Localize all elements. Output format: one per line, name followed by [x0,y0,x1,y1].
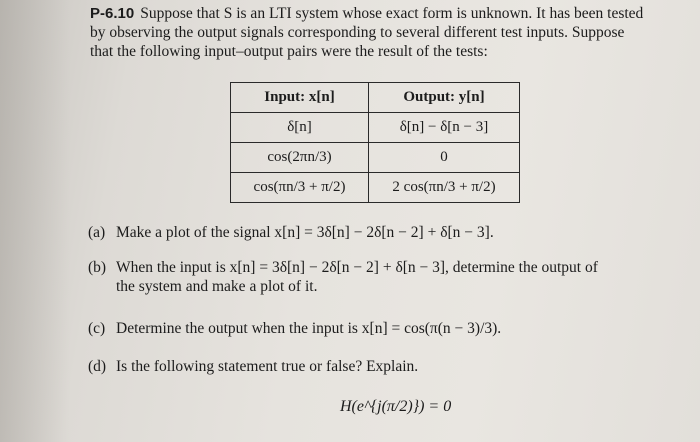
part-c-label: (c) [88,320,106,337]
output-cell: 0 [369,143,520,173]
input-output-table [230,82,520,203]
part-d [88,357,418,376]
part-b [88,258,598,296]
part-c-text: Determine the output when the input is x[n] = cos(π(n − 3)/3). [116,320,502,337]
intro-line-3: that the following input–output pairs were the result of the tests: [90,43,488,60]
part-b-label: (b) [88,259,107,276]
part-b-line-1 [88,258,598,277]
part-a-text: Make a plot of the signal x[n] = 3δ[n] − 2δ[n − 2] + δ[n − 3]. [116,224,494,241]
intro-text-1: Suppose that S is an LTI system whose exact form is unknown. It has been tested [140,5,644,22]
table-row [231,113,520,143]
problem-number: P-6.10 [90,5,135,22]
part-a-label: (a) [88,224,106,241]
input-cell: δ[n] [231,113,369,143]
input-cell: cos(2πn/3) [231,143,369,173]
output-cell: δ[n] − δ[n − 3] [369,113,520,143]
part-b-text-1: When the input is x[n] = 3δ[n] − 2δ[n − 2] + δ[n − 3], determine the output of [116,259,598,276]
page-shadow [0,0,70,442]
problem-intro [90,4,690,61]
output-cell: 2 cos(πn/3 + π/2) [369,173,520,203]
part-d-text: Is the following statement true or false? Explain. [116,358,419,375]
statement-equation: H(e^{j(π/2)}) = 0 [340,398,452,415]
input-cell: cos(πn/3 + π/2) [231,173,369,203]
part-d-label: (d) [88,358,107,375]
part-c [88,319,501,338]
intro-line-2: by observing the output signals corresponding to several different test inputs. Suppose [90,24,625,41]
intro-line-1 [90,4,690,23]
header-output: Output: y[n] [369,83,520,113]
table-row [231,143,520,173]
part-b-line-2: the system and make a plot of it. [116,278,318,295]
table-row [231,173,520,203]
part-a [88,223,494,242]
header-input: Input: x[n] [231,83,369,113]
table-header-row [231,83,520,113]
